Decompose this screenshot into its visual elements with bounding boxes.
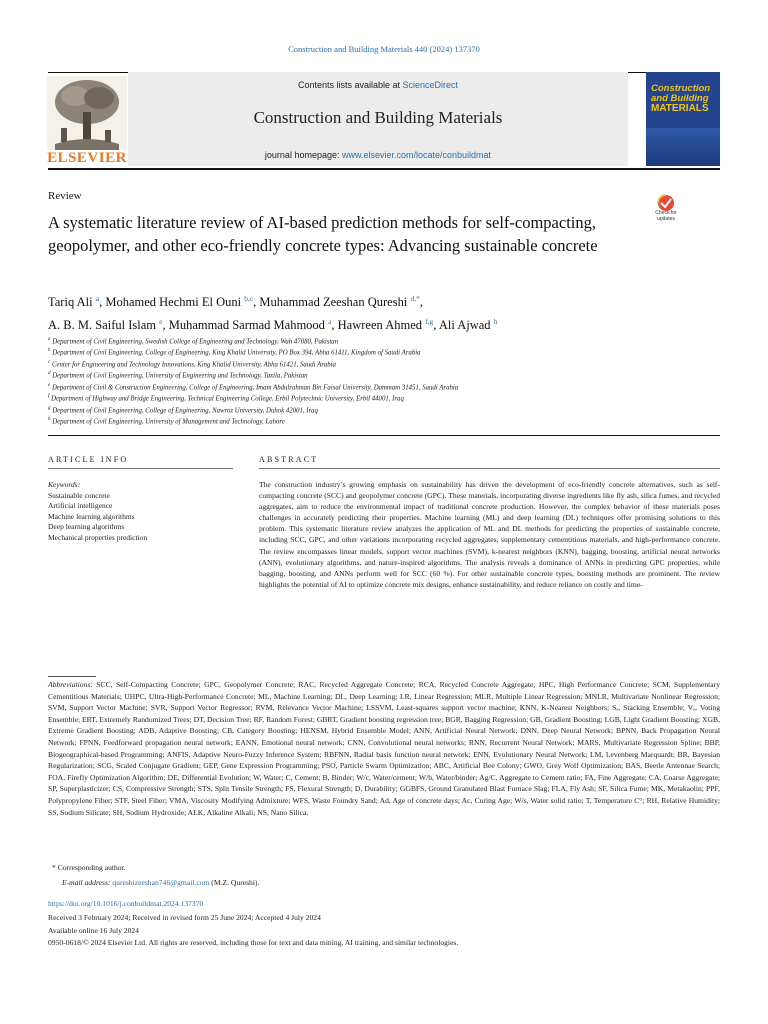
corresponding-author-note: * Corresponding author. [52, 863, 126, 872]
header-bottom-rule [48, 168, 720, 170]
abstract-text: The construction industry’s growing emphasis on sustainability has driven the development of eco-friendly concrete alternatives, such as self-compacting concrete (SCC) and geopolymer concrete (GPC). These materials, incorporating diverse ingredients like fly ash, silica fumes, and recycled aggregates, aim to reduce the environmental impact of traditional concrete production. However, the complex behavior of these materials poses challenges in accurately predicting their properties. Machine learning (ML) and deep learning (DL) techniques offer promising solutions to this problem. This systematic literature review analyzes the application of ML and DL methods for predicting the properties of sustainable concrete, including SCC, GPC, and other variations incorporating recycled aggregates, supplementary cementitious materials, and high-performance concrete. The review encompasses linear models, support vector machines (SVM), k-nearest neighbors (KNN), bagging, boosting, artificial neural networks (ANN), evolutionary algorithms, and nature-inspired algorithms. The analysis reveals a dominance of ANNs in predicting GPC properties, while bagging, boosting, and ANNs perform well for SCC (60 %). For other sustainable concrete types, boosting methods are prominent. The review highlights the potential of AI to optimize concrete mix designs, enhance sustainability, and reduce reliance on costly and time- [259, 480, 720, 589]
footnote-rule [48, 676, 96, 677]
author-affiliation-marker[interactable]: a [95, 294, 100, 303]
author-name[interactable]: Ali Ajwad [438, 318, 491, 333]
affiliation-item [48, 358, 668, 369]
affiliation-key: h [48, 417, 51, 423]
author-affiliation-marker[interactable]: h [493, 317, 498, 327]
keyword-item: Sustainable concrete [48, 490, 110, 500]
affiliation-item [48, 415, 668, 426]
cover-line3: MATERIALS [651, 103, 709, 114]
affiliation-key: g [48, 405, 51, 411]
author-affiliation-marker[interactable]: d,* [410, 294, 420, 303]
author-affiliation-marker[interactable]: e [159, 317, 163, 327]
email-link[interactable]: qureshizeeshan746@gmail.com [112, 878, 210, 887]
affiliation-text: Department of Civil Engineering, University of Engineering and Technology, Taxila, Pakistan [52, 372, 308, 380]
homepage-link[interactable]: www.elsevier.com/locate/conbuildmat [341, 150, 492, 160]
article-title: A systematic literature review of AI-based prediction methods for self-compacting, geopolymer, and other eco-friendly concrete types: Advancing sustainable concrete [48, 213, 598, 255]
check-for-updates-button[interactable] [647, 194, 685, 228]
contents-line [128, 80, 628, 90]
affiliation-text: Department of Highway and Bridge Engineering, Technical Engineering College, Erbil Polytechnic University, Erbil 44001, Iraq [51, 395, 404, 403]
affiliation-key: e [48, 382, 51, 388]
keywords-block [48, 480, 233, 543]
affiliation-text: Department of Civil & Construction Engineering, College of Engineering, Imam Abdulrahman Bin Faisal University, Dammam 31451, Saudi Arabia [51, 384, 459, 392]
affiliation-item [48, 346, 668, 357]
abstract-rule [259, 468, 720, 469]
cover-title [651, 84, 716, 114]
affiliation-item [48, 392, 668, 403]
article-info-rule [48, 468, 233, 469]
author-affiliation-marker[interactable]: b,c [244, 294, 254, 303]
doi-link[interactable]: https://doi.org/10.1016/j.conbuildmat.2024.137370 [48, 899, 204, 908]
affiliation-text: Department of Civil Engineering, College of Engineering, King Khalid University, PO Box 394, Abha 61411, Kingdom of Saudi Arabia [52, 349, 421, 357]
keyword-item: Machine learning algorithms [48, 511, 135, 521]
keyword-item: Deep learning algorithms [48, 522, 125, 531]
author-name[interactable]: Tariq Ali [48, 295, 93, 310]
author-affiliation-marker[interactable]: f,g [425, 317, 434, 327]
affiliation-item [48, 381, 668, 392]
elsevier-tree-icon [47, 76, 127, 150]
journal-citation[interactable]: Construction and Building Materials 440 (2024) 137370 [288, 44, 480, 54]
received-dates: Received 3 February 2024; Received in revised form 25 June 2024; Accepted 4 July 2024 [48, 913, 321, 922]
homepage-prefix: journal homepage: [264, 150, 342, 160]
cover-image-band [646, 128, 720, 166]
elsevier-wordmark: ELSEVIER [47, 150, 127, 166]
affiliation-key: f [48, 394, 50, 400]
copyright-line: 0950-0618/© 2024 Elsevier Ltd. All rights are reserved, including those for text and data mining, AI training, and similar technologies. [48, 938, 459, 947]
affiliation-text: Center for Engineering and Technology Innovations, King Khalid University, Abha 61421, Saudi Arabia [51, 361, 336, 369]
keywords-list [48, 491, 233, 544]
author-name[interactable]: A. B. M. Saiful Islam [48, 318, 156, 333]
article-type: Review [48, 190, 82, 202]
cover-line1: Construction [651, 83, 711, 94]
publication-dates [48, 912, 458, 950]
affiliation-text: Department of Civil Engineering, University of Management and Technology, Lahore [52, 418, 285, 426]
affiliation-key: d [48, 371, 51, 377]
affiliation-text: Department of Civil Engineering, College of Engineering, Nawroz University, Duhok 42001, Iraq [52, 407, 318, 415]
affiliation-key: c [48, 359, 51, 365]
email-suffix: (M.Z. Qureshi). [209, 878, 260, 887]
author-name[interactable]: Hawreen Ahmed [337, 318, 423, 333]
affiliation-item [48, 335, 668, 346]
homepage-line [128, 150, 628, 160]
keyword-item: Artificial intelligence [48, 501, 113, 510]
check-for-updates-label: Check for updates [655, 210, 677, 222]
author-affiliation-marker[interactable]: a [328, 317, 332, 327]
author-name[interactable]: Muhammad Sarmad Mahmood [168, 318, 325, 333]
cover-line2: and Building [651, 93, 709, 104]
affiliation-item [48, 404, 668, 415]
author-name[interactable]: Muhammad Zeeshan Qureshi [259, 295, 408, 310]
author-list: Tariq Ali $^a$, Mohamed Hechmi El Ouni $^{b,c}$, Muhammad Zeeshan Qureshi $^{d,*}$, A. B. M. Saiful Islam $^e$, Muhammad Sarmad Mahmood $^a$, Hawreen Ahmed $^{f,g}$, Ali Ajwad $^h$ [48, 294, 498, 333]
author-name[interactable]: Mohamed Hechmi El Ouni [105, 295, 242, 310]
email-label: E-mail address: [62, 878, 111, 887]
affiliation-text: Department of Civil Engineering, Swedish College of Engineering and Technology, Wah 47080, Pakistan [52, 338, 339, 346]
keyword-item: Mechanical properties prediction [48, 532, 148, 542]
affiliation-key: b [48, 348, 51, 354]
affiliation-list [48, 335, 668, 427]
sciencedirect-link[interactable]: ScienceDirect [402, 80, 459, 90]
abbreviations-text: SCC, Self-Compacting Concrete; GPC, Geopolymer Concrete; RAC, Recycled Aggregate Concrete; RCA, Recycled Concrete Aggregate; HPC, High Performance Concrete; SCM, Supplementary Cementitious Materials; UHPC, Ultra-High-Performance Concrete; ML, Machine Learning; DL, Deep Learning; LR, Linear Regression; MLR, Multiple Linear Regression; MNLR, Multivariate Nonlinear Regression; SVM, Support Vector Machine; SVR, Support Vector Regressor; RVM, Relevance Vector Machine; LSSVM, Least-squares support vector machine; KNN, K-Nearest Neighbors; Sₑ, Stacking Ensemble; Vₑ, Voting Ensemble; ERT, Extremely Randomized Trees; DT, Decision Tree; RF, Random Forest; GBRT, Gradient boosting regression tree; BGR, Bagging Regression; GB, Gradient Boosting; LGB, Light Gradient Boosting; XGB, Extreme Gradient Boosting; ADB, Adaptive Boosting; CB, Category Boosting; HENSM, Hybrid Ensemble Model; ANN, Artificial Neural Network; DNN, Deep Neural Network; BPNN, Back Propagation Neural Network; FPNN, Feedforward propagation neural network; EANN, Emotional neural network; CNN, Convolutional neural networks; RNN, Recurrent Neural Network; MARS, Multivariate Regression Spline; BBP, Biogeographical-based Programming; ANFIS, Adaptive Neuro-Fuzzy Inference System; RBFNN, Radial basis function neural network; ENN, Evolutionary Neural Network; LM, Levenberg Marquardt; BR, Bayesian Regularization; SCG, Scaled Conjugate Gradient; GEP, Gene Expression Programming; PSO, Particle Swarm Optimization; ABC, Artificial Bee Colony; GWO, Grey Wolf Optimization; BAS, Beetle Antennae Search; FOA, Firefly Optimization Algorithm; DE, Differential Evolution; W, Water; C, Cement; B, Binder; W/c, Water/cement; W/b, Water/binder; Ag/C, Aggregate to Cement ratio; FA, Fine Aggregate; CA, Coarse Aggregate; SP, Superplasticizer; CS, Compressive Strength; STS, Split Tensile Strength; FS, Flexural Strength; D, Durability; GGBFS, Ground Granulated Blast Furnace Slag; FLA, Fly Ash; SF, Silica Fume; MK, Metakaolin; PPF, Polypropylene Fiber; STF, Steel Fiber; VMA, Viscosity Modifying Admixture; WFS, Waste Foundry Sand; Ad, Age of concrete days; Ac, Curing Age; W/s, Water solid ratio; T, Temperature C°; RH, Relative Humidity; SS, Sodium Silicate; SH, Sodium Hydroxide; ALK, Alkaline Alkali; NS, Nano Silica. [48, 680, 720, 817]
email-note [62, 878, 259, 887]
section-divider [48, 435, 720, 436]
journal-cover[interactable] [646, 72, 720, 166]
affiliation-key: a [48, 337, 51, 342]
journal-title: Construction and Building Materials [253, 108, 503, 127]
abbreviations-label: Abbreviations: [48, 680, 93, 689]
elsevier-logo[interactable] [47, 76, 127, 164]
contents-prefix: Contents lists available at [297, 80, 403, 90]
journal-header [128, 72, 628, 166]
abbreviations-footnote [48, 679, 720, 818]
keywords-label: Keywords: [48, 480, 81, 489]
article-info-heading: ARTICLE INFO [48, 455, 129, 464]
abstract-heading: ABSTRACT [259, 455, 319, 464]
online-date: Available online 16 July 2024 [48, 925, 139, 935]
affiliation-item [48, 369, 668, 380]
